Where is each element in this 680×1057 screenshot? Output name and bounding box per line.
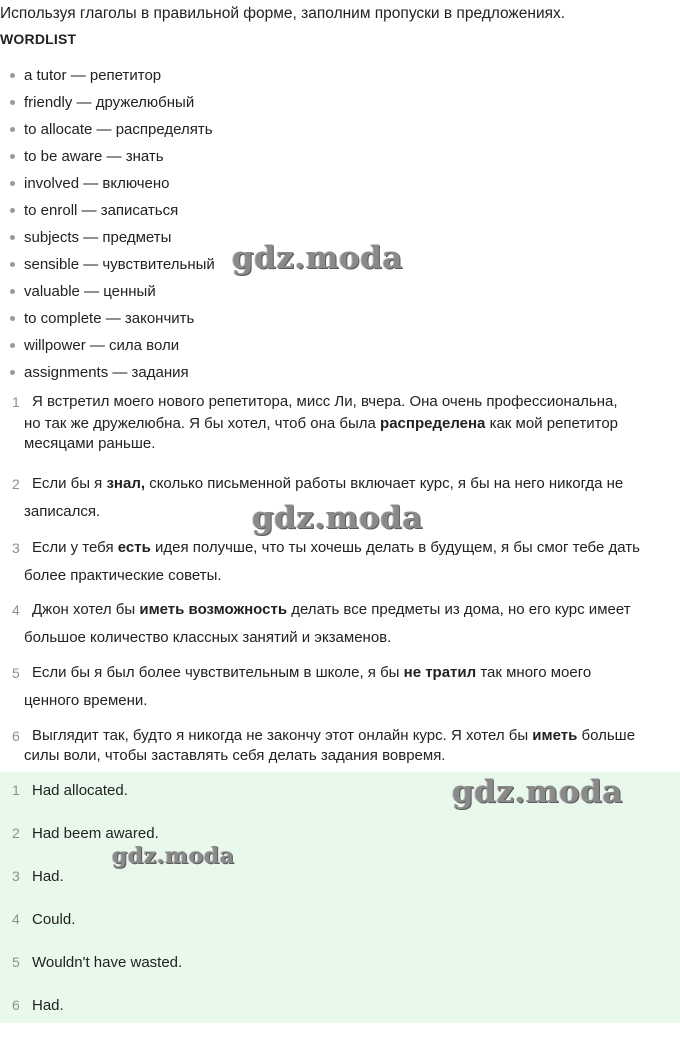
task-number: 1 xyxy=(12,394,20,410)
list-item: to allocate — распределять xyxy=(10,121,213,138)
list-item: friendly — дружелюбный xyxy=(10,94,194,111)
bullet-icon xyxy=(10,343,15,348)
task-number: 2 xyxy=(12,476,20,492)
bullet-icon xyxy=(10,208,15,213)
bullet-icon xyxy=(10,127,15,132)
task-number: 4 xyxy=(12,602,20,618)
list-item: subjects — предметы xyxy=(10,229,171,246)
watermark: gdz.moda xyxy=(252,500,423,536)
list-item: involved — включено xyxy=(10,175,170,192)
watermark: gdz.moda xyxy=(112,843,235,869)
bullet-icon xyxy=(10,289,15,294)
bullet-icon xyxy=(10,370,15,375)
instruction-text: Используя глаголы в правильной форме, заполним пропуски в предложениях. xyxy=(0,5,566,22)
wordlist-title: WORDLIST xyxy=(0,31,77,47)
answers-panel: 1 Had allocated. 2 Had beem awared. 3 Had. 4 Could. 5 Wouldn't have wasted. 6 Had. xyxy=(0,772,680,1023)
task-number: 6 xyxy=(12,728,20,744)
watermark: gdz.moda xyxy=(452,774,623,810)
list-item: to enroll — записаться xyxy=(10,202,178,219)
bullet-icon xyxy=(10,316,15,321)
bullet-icon xyxy=(10,154,15,159)
task-number: 5 xyxy=(12,665,20,681)
bullet-icon xyxy=(10,100,15,105)
list-item: assignments — задания xyxy=(10,364,189,381)
list-item: to complete — закончить xyxy=(10,310,194,327)
bullet-icon xyxy=(10,262,15,267)
task-number: 3 xyxy=(12,540,20,556)
list-item: sensible — чувствительный xyxy=(10,256,215,273)
list-item: a tutor — репетитор xyxy=(10,67,161,84)
bullet-icon xyxy=(10,235,15,240)
watermark: gdz.moda xyxy=(232,240,403,276)
list-item: valuable — ценный xyxy=(10,283,156,300)
list-item: willpower — сила воли xyxy=(10,337,179,354)
bullet-icon xyxy=(10,73,15,78)
bullet-icon xyxy=(10,181,15,186)
list-item: to be aware — знать xyxy=(10,148,164,165)
